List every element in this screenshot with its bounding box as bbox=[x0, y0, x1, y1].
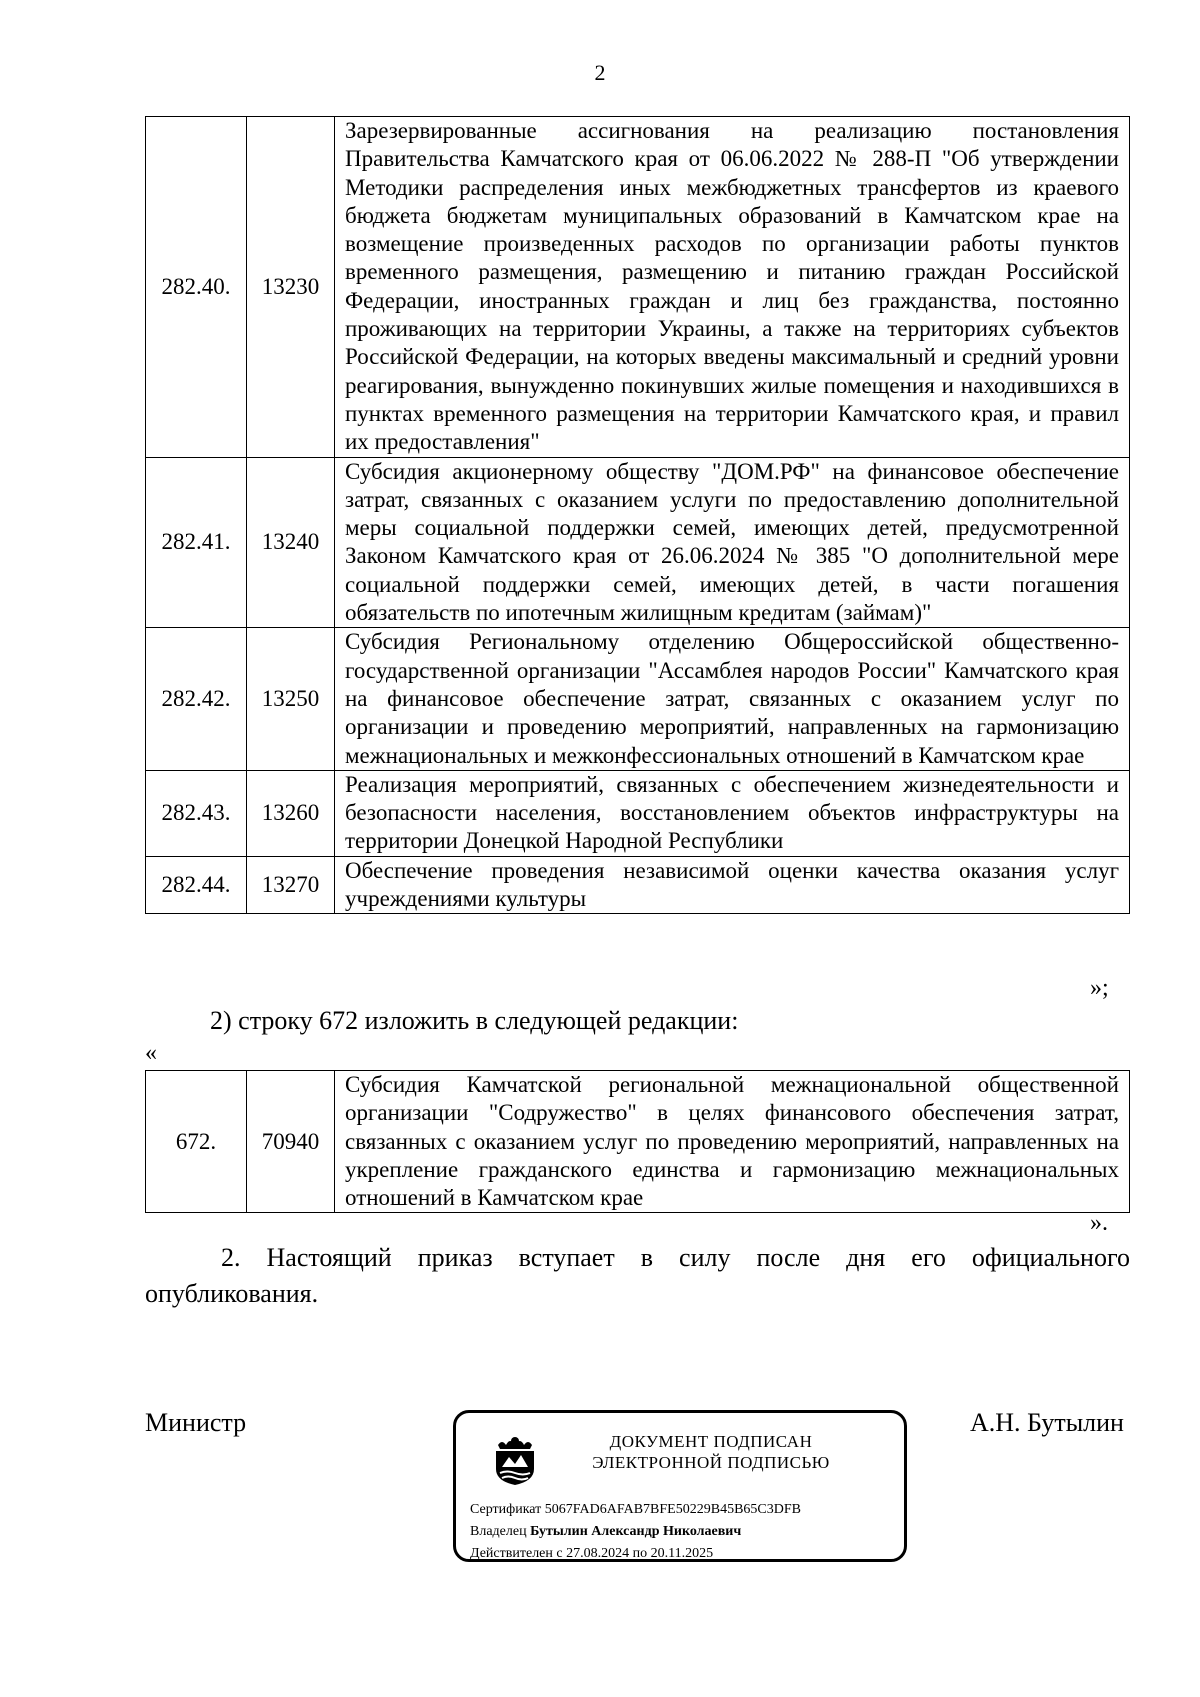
budget-codes-table bbox=[145, 116, 1130, 914]
electronic-signature-stamp bbox=[453, 1410, 907, 1562]
row-description: Реализация мероприятий, связанных с обеспечением жизнедеятельности и безопасности населения, восстановлением объектов инфраструктуры на территории Донецкой Народной Республики bbox=[335, 770, 1130, 856]
row-description: Субсидия Региональному отделению Общероссийской общественно-государственной организации "Ассамблея народов России" Камчатского края на финансовое обеспечение затрат, связанных с оказанием услуг по организации и проведению мероприятий, направленных на гармонизацию межнациональных и межконфессиональных отношений в Камчатском крае bbox=[335, 628, 1130, 770]
certificate-details bbox=[470, 1499, 900, 1565]
row-number: 282.42. bbox=[146, 628, 247, 770]
table-row bbox=[146, 1071, 1130, 1213]
coat-of-arms-icon bbox=[492, 1431, 538, 1487]
row-description: Субсидия акционерному обществу "ДОМ.РФ" на финансовое обеспечение затрат, связанных с оказанием услуги по предоставлению дополнительной меры социальной поддержки семей, имеющих детей, предусмотренной Законом Камчатского края от 26.06.2024 № 385 "О дополнительной мере социальной поддержки семей, имеющих детей, в части погашения обязательств по ипотечным жилищным кредитам (займам)" bbox=[335, 457, 1130, 628]
table-row bbox=[146, 117, 1130, 458]
table-row bbox=[146, 628, 1130, 770]
row-number: 282.43. bbox=[146, 770, 247, 856]
table-row bbox=[146, 770, 1130, 856]
owner-line: Владелец Бутылин Александр Николаевич bbox=[470, 1524, 742, 1539]
row-description: Субсидия Камчатской региональной межнациональной общественной организации "Содружество" в целях финансового обеспечения затрат, связанных с оказанием услуг по проведению мероприятий, направленных на укрепление гражданского единства и гармонизацию межнациональных отношений в Камчатском крае bbox=[335, 1071, 1130, 1213]
signatory-name: А.Н. Бутылин bbox=[970, 1408, 1124, 1437]
opening-quote: « bbox=[145, 1040, 157, 1066]
row-code: 13250 bbox=[247, 628, 335, 770]
validity-line: Действителен с 27.08.2024 по 20.11.2025 bbox=[470, 1546, 714, 1561]
row-description: Зарезервированные ассигнования на реализацию постановления Правительства Камчатского края от 06.06.2022 № 288-П "Об утверждении Методики распределения иных межбюджетных трансфертов из краевого бюджета бюджетам муниципальных образований в Камчатском крае на возмещение произведенных расходов по организации работы пунктов временного размещения, размещению и питанию граждан Российской Федерации, иностранных граждан и лиц без гражданства, постоянно проживающих на территории Украины, а также на территориях субъектов Российской Федерации, на которых введены максимальный и средний уровни реагирования, вынужденно покинувших жилые помещения и находившихся в пунктах временного размещения на территории Камчатского края, и правил их предоставления" bbox=[335, 117, 1130, 458]
row-number: 282.44. bbox=[146, 856, 247, 914]
row-code: 13240 bbox=[247, 457, 335, 628]
row-number: 672. bbox=[146, 1071, 247, 1213]
replacement-row-table bbox=[145, 1070, 1130, 1213]
signatory-title: Министр bbox=[145, 1408, 247, 1437]
stamp-heading: ДОКУМЕНТ ПОДПИСАН ЭЛЕКТРОННОЙ ПОДПИСЬЮ bbox=[592, 1432, 830, 1472]
certificate-line: Сертификат 5067FAD6AFAB7BFE50229B45B65C3DFB bbox=[470, 1502, 801, 1517]
row-description: Обеспечение проведения независимой оценки качества оказания услуг учреждениями культуры bbox=[335, 856, 1130, 914]
effective-date-paragraph: 2. Настоящий приказ вступает в силу после дня его официального опубликования. bbox=[145, 1243, 1130, 1308]
amendment-instruction: 2) строку 672 изложить в следующей редакции: bbox=[210, 1006, 739, 1035]
closing-quote: »; bbox=[1090, 975, 1109, 1001]
page-number: 2 bbox=[594, 60, 606, 85]
table-row bbox=[146, 856, 1130, 914]
row-code: 13230 bbox=[247, 117, 335, 458]
row-code: 70940 bbox=[247, 1071, 335, 1213]
row-code: 13260 bbox=[247, 770, 335, 856]
row-number: 282.40. bbox=[146, 117, 247, 458]
row-code: 13270 bbox=[247, 856, 335, 914]
table-row bbox=[146, 457, 1130, 628]
row-number: 282.41. bbox=[146, 457, 247, 628]
closing-quote: ». bbox=[1090, 1210, 1108, 1236]
